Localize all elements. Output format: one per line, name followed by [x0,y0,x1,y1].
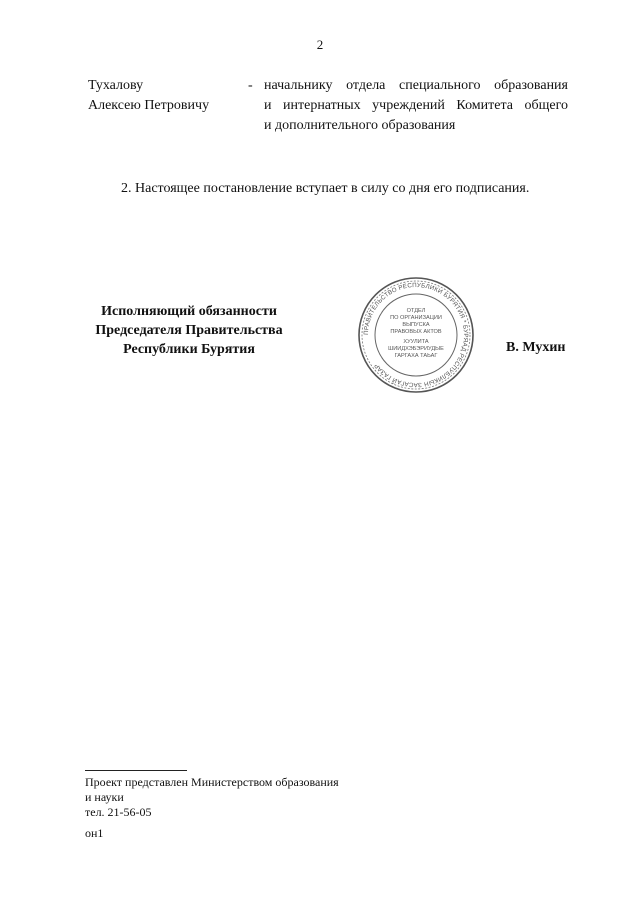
position-line: и дополнительного образования [264,118,456,133]
appointee-separator: - [248,78,253,93]
seal-graphic [357,276,475,394]
footnote-line: Проект представлен Министерством образования [85,775,339,789]
seal-inner-line: ОТДЕЛ [406,308,426,314]
signatory-title-line: Исполняющий обязанности [101,304,277,319]
signatory-title-line: Председателя Правительства [95,323,283,338]
official-seal [357,276,475,394]
appointee-surname: Тухалову [88,78,144,93]
seal-inner-line: ПО ОРГАНИЗАЦИИ [390,315,442,321]
footnote-rule [85,770,187,771]
seal-outer-text: ПРАВИТЕЛЬСТВО РЕСПУБЛИКИ БУРЯТИЯ * БУРЯАД РЕСПУБЛИКЫН ЗАСАГАЙ ГАЗАР [362,281,470,389]
appointee-name [88,76,238,116]
position-line: и интернатных учреждений Комитета общего [264,98,568,113]
seal-inner-line: ШИИДХЭБЭРИУДЫЕ [388,346,444,352]
footnote [85,775,339,820]
clause-2: 2. Настоящее постановление вступает в силу со дня его подписания. [121,181,530,196]
seal-inner-line: ХУУЛИТА [403,339,429,345]
footnote-line: тел. 21-56-05 [85,805,152,819]
seal-outer-ring [359,278,473,392]
document-code: он1 [85,826,104,840]
page-number: 2 [316,37,324,52]
appointee-given-names: Алексею Петровичу [88,98,210,113]
seal-middle-ring [362,281,470,389]
appointee-position [264,76,568,136]
seal-inner-line: ВЫПУСКА [402,322,430,328]
signatory-title [84,302,294,359]
seal-inner-line: ПРАВОВЫХ АКТОВ [390,329,442,335]
seal-inner-ring [375,294,457,376]
position-line: начальнику отдела специального образования [264,78,568,93]
signatory-title-line: Республики Бурятия [123,342,255,357]
signatory-name: В. Мухин [506,340,566,355]
footnote-line: и науки [85,790,124,804]
seal-inner-line: ГАРГАХА ТАЬАГ [394,353,438,359]
